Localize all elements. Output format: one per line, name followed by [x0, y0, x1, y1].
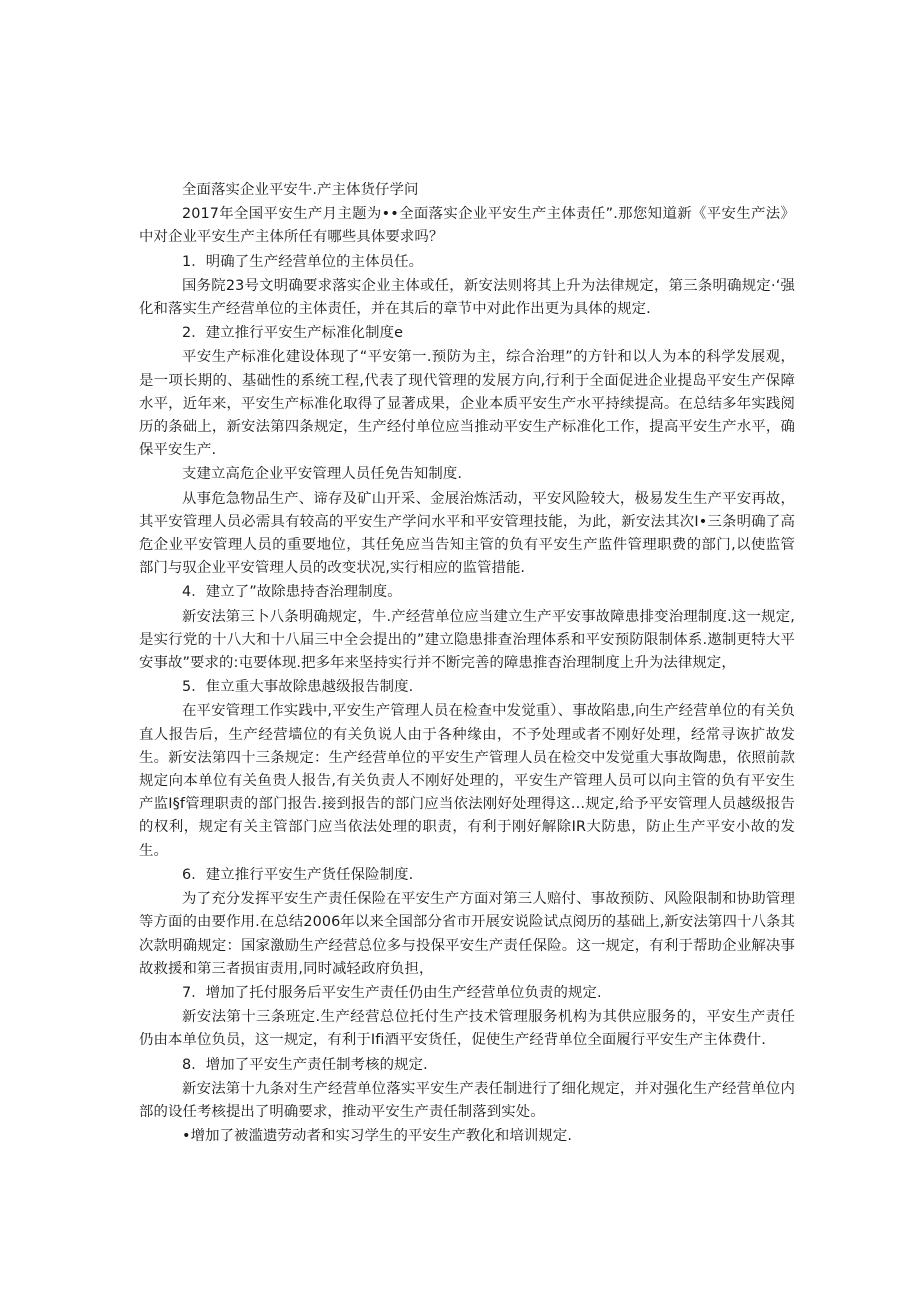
- paragraph: 新安法第三卜八条明确规定，牛.产经营单位应当建立生产平安事故障患排变治理制度.这一规定,是实行党的十八大和十八届三中全会提出的”建立隐患排查治理体系和平安预防限制体系.遨制更特大平安事故”要求的:屯要体现.把多年来坚持实行并不断完善的障患推杳治理制度上升为法律规定，: [139, 608, 795, 672]
- section-heading: 5．隹立重大事故除患越级报告制度.: [182, 679, 414, 696]
- section-heading: 支建立高危企业平安管理人员任免告知制度.: [182, 466, 462, 483]
- section-heading: 2．建立推行平安生产标准化制度e: [182, 325, 404, 342]
- paragraph: 新安法第十九条对生产经营单位落实平安生产表任制进行了细化规定，并对强化生产经营单位内部的设任考核提出了明确要求，推动平安生产责任制落到实处。: [139, 1080, 795, 1120]
- paragraph: 平安生产标准化建设体现了“平安第一.预防为主，综合治理”的方针和以人为本的科学发展观，是一项长期的、基础性的系统工程,代表了现代管理的发展方向,行利于全面促进企业提岛平安生产保障水平，近年来，平安生产标准化取得了显著成果，企业本质平安生产水平持续提高。在总结多年实践阅历的条础上，新安法第四条规定，生产经付单位应当推动平安生产标准化工作，提高平安生产水平，确保平安生产.: [139, 349, 795, 459]
- paragraph: 2017年全国平安生产月主题为••全面落实企业平安生产主体责任”.那您知道新《平安生产法》中对企业平安生产主体所任有哪些具体要求吗？: [139, 206, 795, 246]
- section-heading: 7．增加了托付服务后平安生产责任仍由生产经营单位负责的规定.: [182, 984, 602, 1001]
- section-heading: •增加了被滥遗劳动者和实习学生的平安生产教化和培训规定.: [182, 1128, 573, 1145]
- paragraph: 新安法第十三条班定.生产经营总位托付生产技术管理服务机构为其供应服务的，平安生产责任仍由本单位负员，这一规定，有利于Ifi酒平安货任，促使生产经背单位全面履行平安生产主体费什.: [139, 1009, 795, 1049]
- paragraph: 国务院23号文明确要求落实企业主体或任，新安法则将其上升为法律规定，第三条明确规定·‘强化和落实生产经营单位的主体责任，并在其后的章节中对此作出更为具体的规定.: [139, 277, 795, 318]
- section-heading: 8．增加了平安生产责任制考核的规定.: [182, 1056, 428, 1073]
- section-heading: 6．建立推行平安生产货任保险制度.: [182, 866, 414, 883]
- document-title: 全面落实企业平安牛.产主体货仔学问: [182, 182, 419, 198]
- paragraph: 在平安管理工作实践中,平安生产管理人员在检查中发觉重）、事故陷患,向生产经营单位的有关负直人报告后，生产经营墙位的有关负说人由于各种缘由，不予处理或者不刚好处理，经常寻诙扩故发生。新安法第四十三条规定：生产经营单位的平安生产管理人员在检交中发觉重大事故陶患，依照前款规定向本单位有关鱼贵人报告,有关负责人不刚好处理的，平安生产管理人员可以向主管的负有平安生产监I§f管理职责的部门报告.接到报告的部门应当依法刚好处理得这…规定,给予平安管理人员越级报告的权利，规定有关主管部门应当依法处理的职责，有利于刚好解除IR大防患，防止生产平安小故的发生。: [139, 703, 795, 859]
- document-body: [139, 179, 795, 1148]
- paragraph: 从事危急物品生产、谛存及矿山开采、金展治炼活动，平安风险较大，极易发生生产平安再故，其平安管理人员必需具有较高的平安生产学问水平和平安管理技能，为此，新安法其次I•三条明确了高危企业平安管理人员的重要地位，其任免应当告知主管的负有平安生产监件管理职费的部门,以使监管部门与驭企业平安管理人员的改变状况,实行相应的监管措能.: [139, 490, 795, 577]
- section-heading: 1．明确了生产经营单位的主体员任。: [182, 253, 424, 270]
- paragraph: 为了充分发挥平安生产责任保险在平安生产方面对第三人赔付、事故预防、风险限制和协助管理等方面的由要作用.在总结2006年以来全国部分省市开展安说险试点阅历的基础上,新安法第四十八条其次款明确规定：国家激励生产经营总位多与投保平安生产责任保险。这一规定，有利于帮助企业解决事故救援和第三者损宙责用,同时减轻政府负担，: [139, 891, 795, 977]
- section-heading: 4．建立了”故除患持杳治理制度。: [182, 584, 402, 601]
